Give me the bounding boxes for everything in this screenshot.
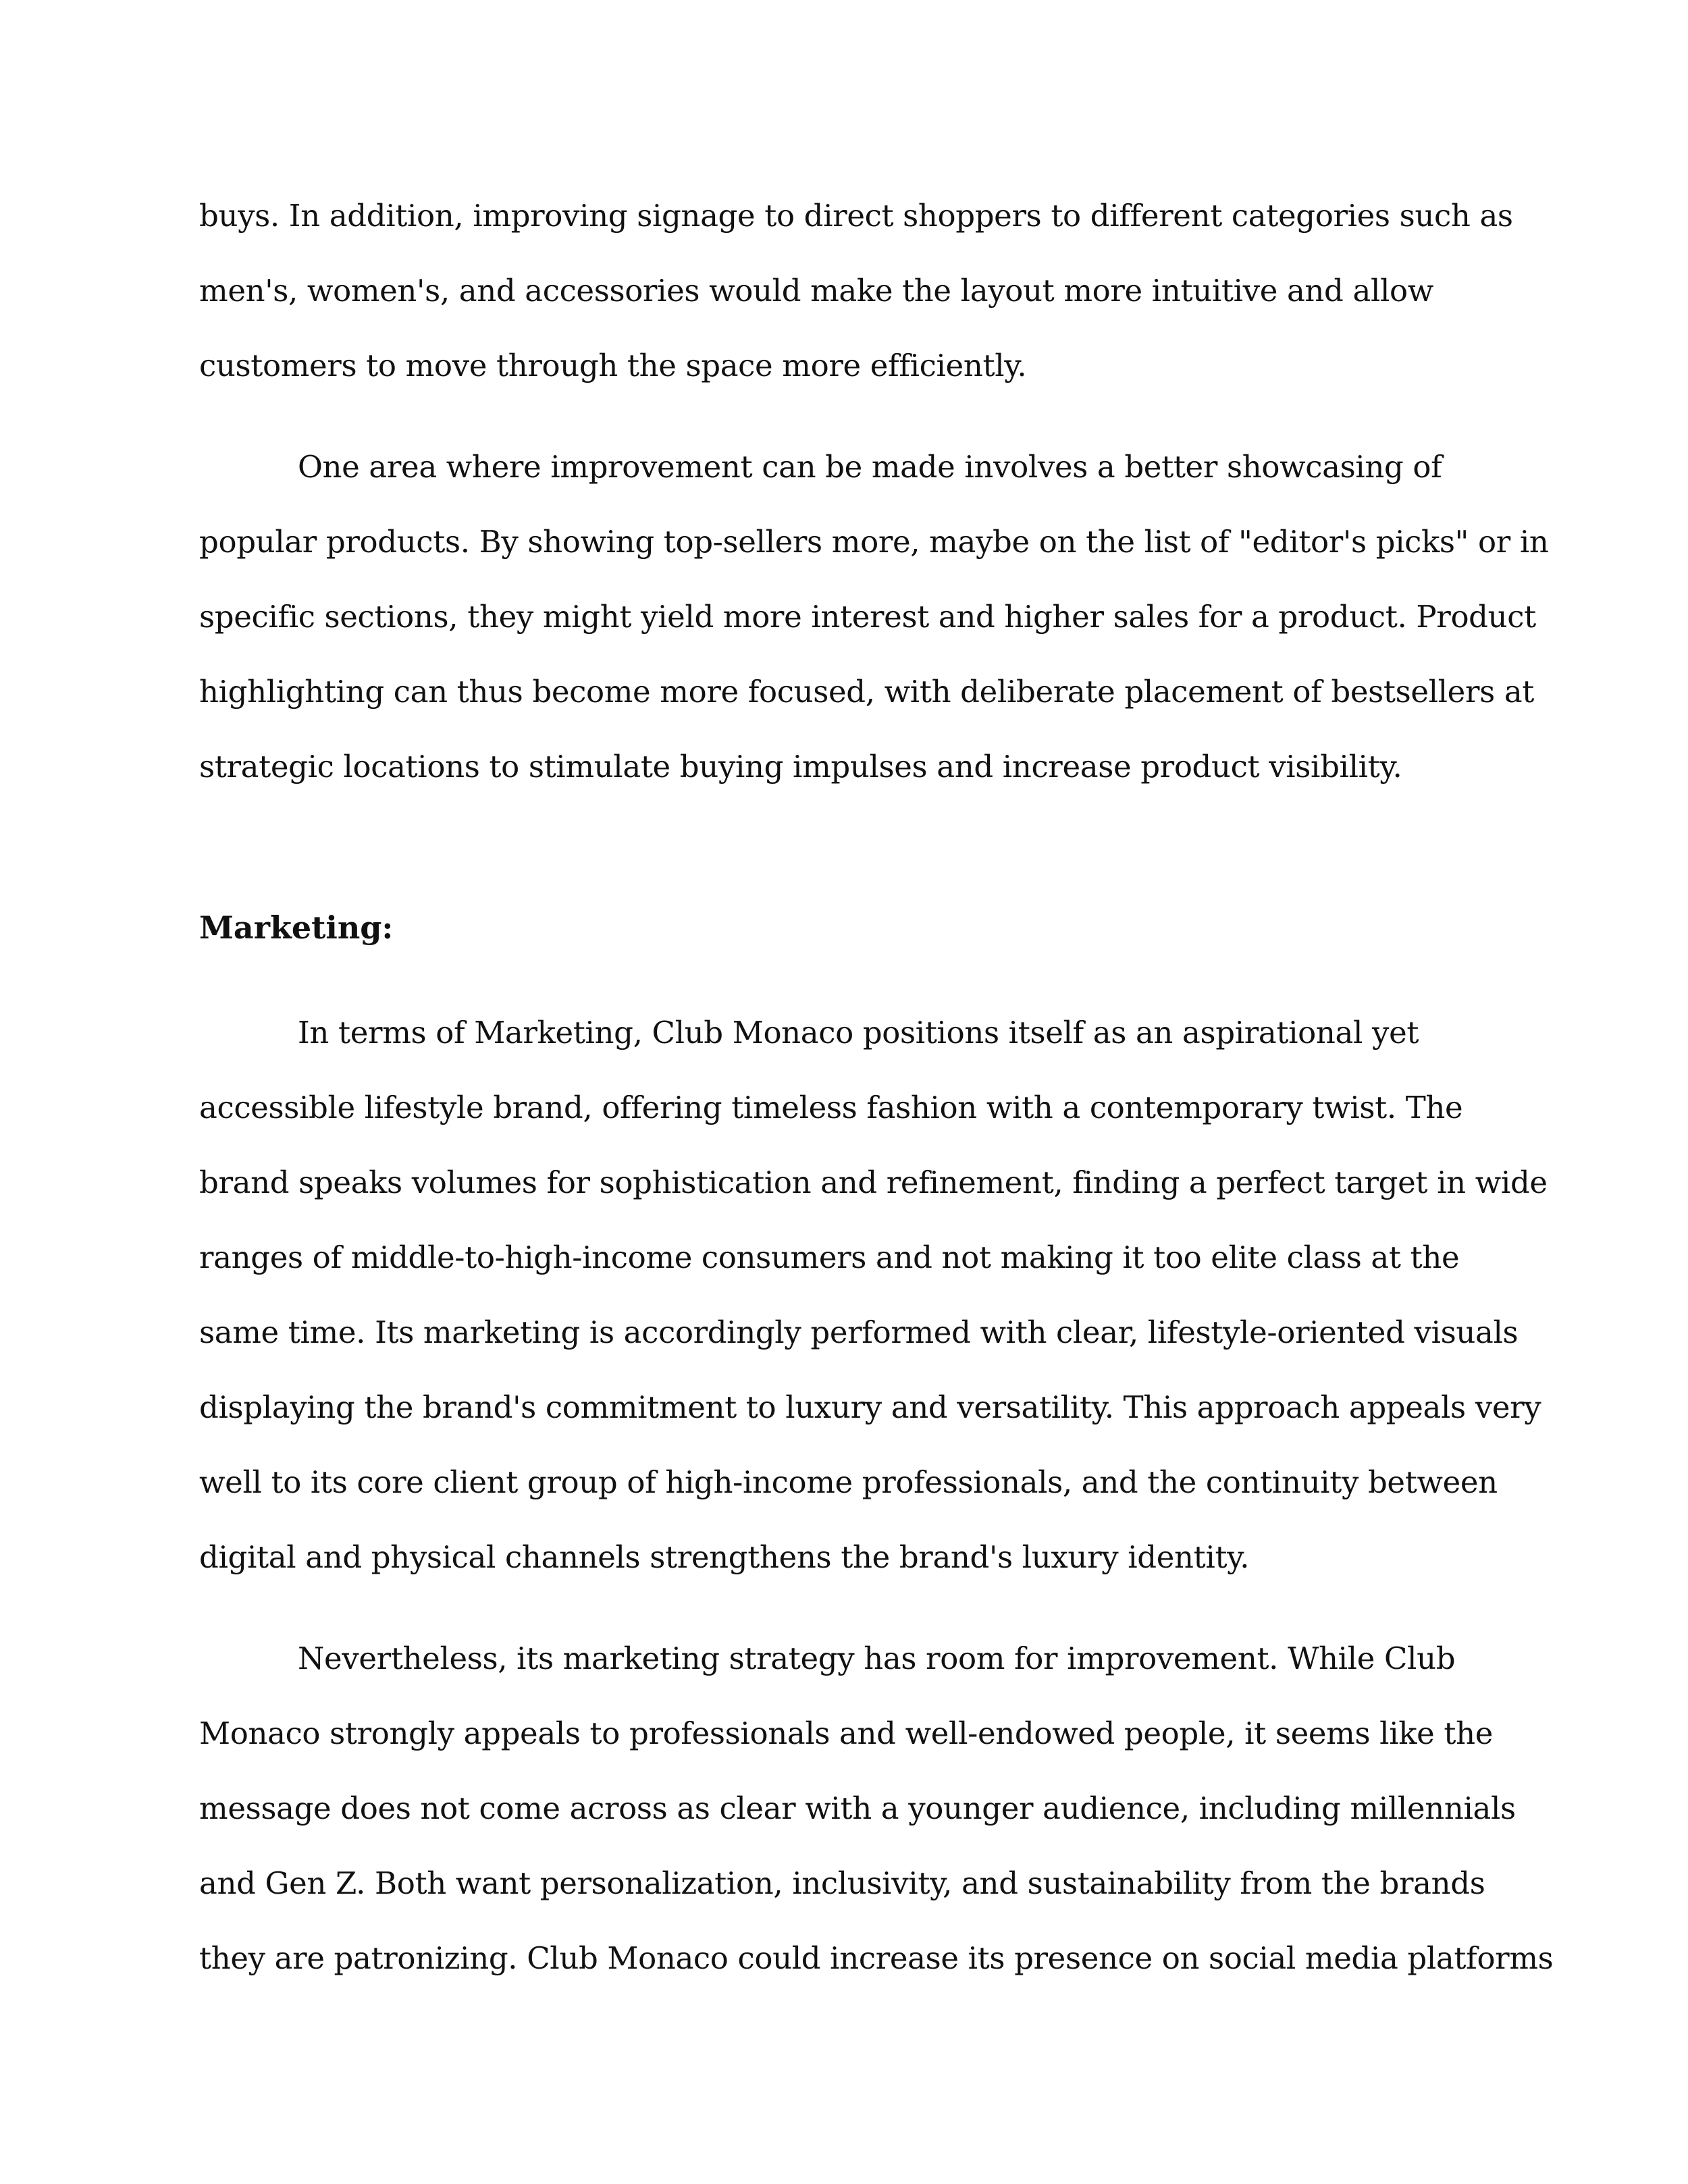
- paragraph-2-line-5: strategic locations to stimulate buying impulses and increase product visibility.: [199, 749, 1402, 784]
- paragraph-4-line-5: they are patronizing. Club Monaco could increase its presence on social media platforms: [199, 1940, 1554, 1976]
- paragraph-4-line-2: Monaco strongly appeals to professionals and well-endowed people, it seems like the: [199, 1715, 1494, 1751]
- paragraph-4-line-3: message does not come across as clear with a younger audience, including millennials: [199, 1790, 1516, 1826]
- paragraph-2-line-1: One area where improvement can be made involves a better showcasing of: [298, 449, 1442, 485]
- paragraph-4-line-1: Nevertheless, its marketing strategy has room for improvement. While Club: [298, 1641, 1456, 1676]
- paragraph-2-line-2: popular products. By showing top-sellers more, maybe on the list of "editor's picks" or in: [199, 524, 1549, 560]
- paragraph-3-line-1: In terms of Marketing, Club Monaco positions itself as an aspirational yet: [298, 1015, 1419, 1050]
- paragraph-2-line-3: specific sections, they might yield more interest and higher sales for a product. Product: [199, 599, 1536, 635]
- paragraph-4-line-4: and Gen Z. Both want personalization, inclusivity, and sustainability from the brands: [199, 1865, 1485, 1901]
- paragraph-3-line-4: ranges of middle-to-high-income consumers and not making it too elite class at the: [199, 1240, 1460, 1275]
- paragraph-1-line-2: men's, women's, and accessories would make the layout more intuitive and allow: [199, 273, 1433, 309]
- paragraph-2-line-4: highlighting can thus become more focused, with deliberate placement of bestsellers at: [199, 674, 1535, 710]
- paragraph-3-line-5: same time. Its marketing is accordingly performed with clear, lifestyle-oriented visuals: [199, 1314, 1519, 1350]
- paragraph-1-line-3: customers to move through the space more efficiently.: [199, 348, 1027, 383]
- paragraph-3-line-2: accessible lifestyle brand, offering timeless fashion with a contemporary twist. The: [199, 1090, 1463, 1125]
- paragraph-3-line-7: well to its core client group of high-income professionals, and the continuity between: [199, 1464, 1498, 1500]
- paragraph-3-line-3: brand speaks volumes for sophistication and refinement, finding a perfect target in wide: [199, 1165, 1548, 1200]
- paragraph-3-line-6: displaying the brand's commitment to luxury and versatility. This approach appeals very: [199, 1389, 1541, 1425]
- paragraph-3-line-8: digital and physical channels strengthens the brand's luxury identity.: [199, 1539, 1250, 1575]
- section-heading-marketing: Marketing:: [199, 909, 394, 946]
- paragraph-1-line-1: buys. In addition, improving signage to direct shoppers to different categories such as: [199, 198, 1513, 234]
